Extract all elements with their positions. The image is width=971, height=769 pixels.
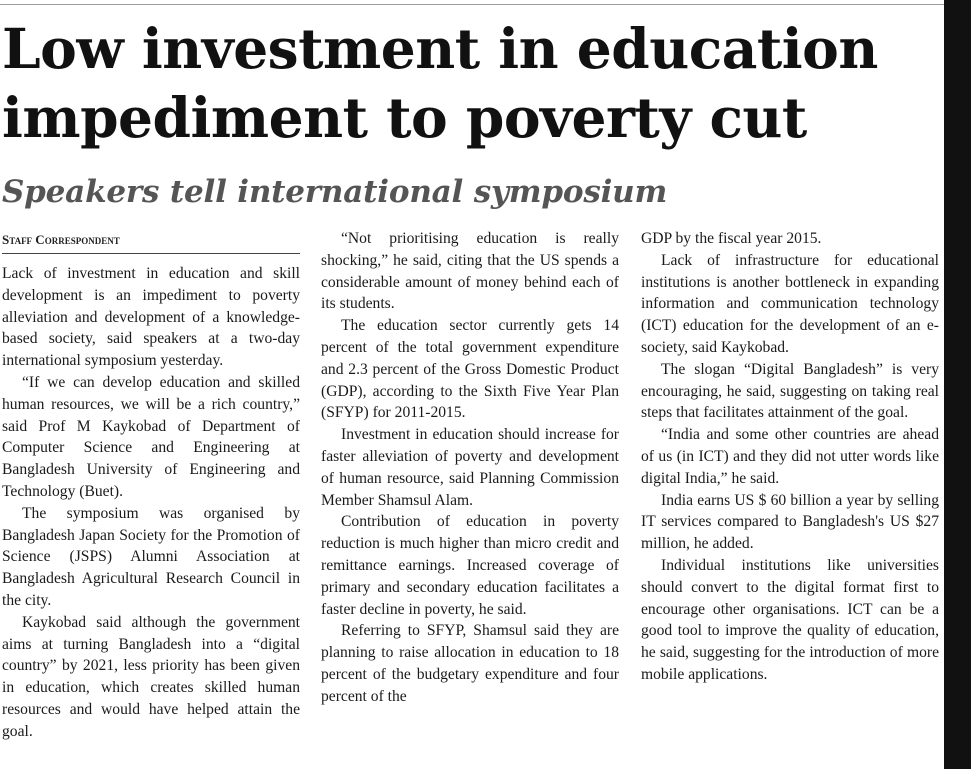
top-rule [0, 4, 944, 5]
page-edge-bar [944, 0, 971, 769]
paragraph: Lack of investment in education and skill development is an impediment to poverty alleviation and development of a knowledge-based society, said speakers at a two-day international symposium yesterday. [2, 265, 300, 370]
paragraph: The slogan “Digital Bangladesh” is very encouraging, he said, suggesting on taking real steps that facilitates attainment of the goal. [641, 360, 939, 422]
paragraph: “India and some other countries are ahead of us (in ICT) and they did not utter words like digital India,” he said. [641, 426, 939, 487]
paragraph: The symposium was organised by Bangladesh Japan Society for the Promotion of Science (JSPS) Alumni Association at Bangladesh Agricultural Research Council in the city. [2, 504, 300, 609]
byline: Staff Correspondent [2, 232, 120, 247]
paragraph: India earns US $ 60 billion a year by selling IT services compared to Bangladesh's US $27 million, he added. [641, 491, 939, 553]
paragraph: “Not prioritising education is really shocking,” he said, citing that the US spends a considerable amount of money behind each of its students. [321, 230, 619, 313]
paragraph: Referring to SFYP, Shamsul said they are planning to raise allocation in education to 18 percent of the budgetary expenditure and four percent of the [321, 622, 619, 705]
paragraph: Kaykobad said although the government aims at turning Bangladesh into a “digital country” by 2021, less priority has been given in education, which creates skilled human resources and would have helped attain the goal. [2, 613, 300, 740]
article-column-1 [2, 228, 300, 743]
headline: Low investment in education impediment to poverty cut [2, 16, 878, 150]
paragraph: Investment in education should increase for faster alleviation of poverty and development of human resource, said Planning Commission Member Shamsul Alam. [321, 426, 619, 509]
paragraph: The education sector currently gets 14 percent of the total government expenditure and 2.3 percent of the Gross Domestic Product (GDP), according to the Sixth Five Year Plan (SFYP) for 2011-2015. [321, 317, 619, 422]
paragraph-continued: GDP by the fiscal year 2015. [641, 230, 822, 247]
article-column-3 [641, 228, 939, 686]
paragraph: Contribution of education in poverty reduction is much higher than micro credit and remittance earnings. Increased coverage of primary and secondary education facilitates a faster decline in poverty, he said. [321, 513, 619, 618]
article-column-2 [321, 228, 619, 708]
byline-divider [2, 253, 300, 254]
subheadline: Speakers tell international symposium [2, 174, 668, 210]
paragraph: “If we can develop education and skilled human resources, we will be a rich country,” said Prof M Kaykobad of Department of Computer Science and Engineering at Bangladesh University of Engineering and Technology (Buet). [2, 373, 300, 500]
paragraph: Lack of infrastructure for educational institutions is another bottleneck in expanding information and communication technology (ICT) education for the development of an e-society, said Kaykobad. [641, 251, 939, 356]
paragraph: Individual institutions like universities should convert to the digital format first to encourage other organisations. ICT can be a good tool to improve the quality of education, he said, suggesting for the introduction of more mobile applications. [641, 556, 939, 683]
